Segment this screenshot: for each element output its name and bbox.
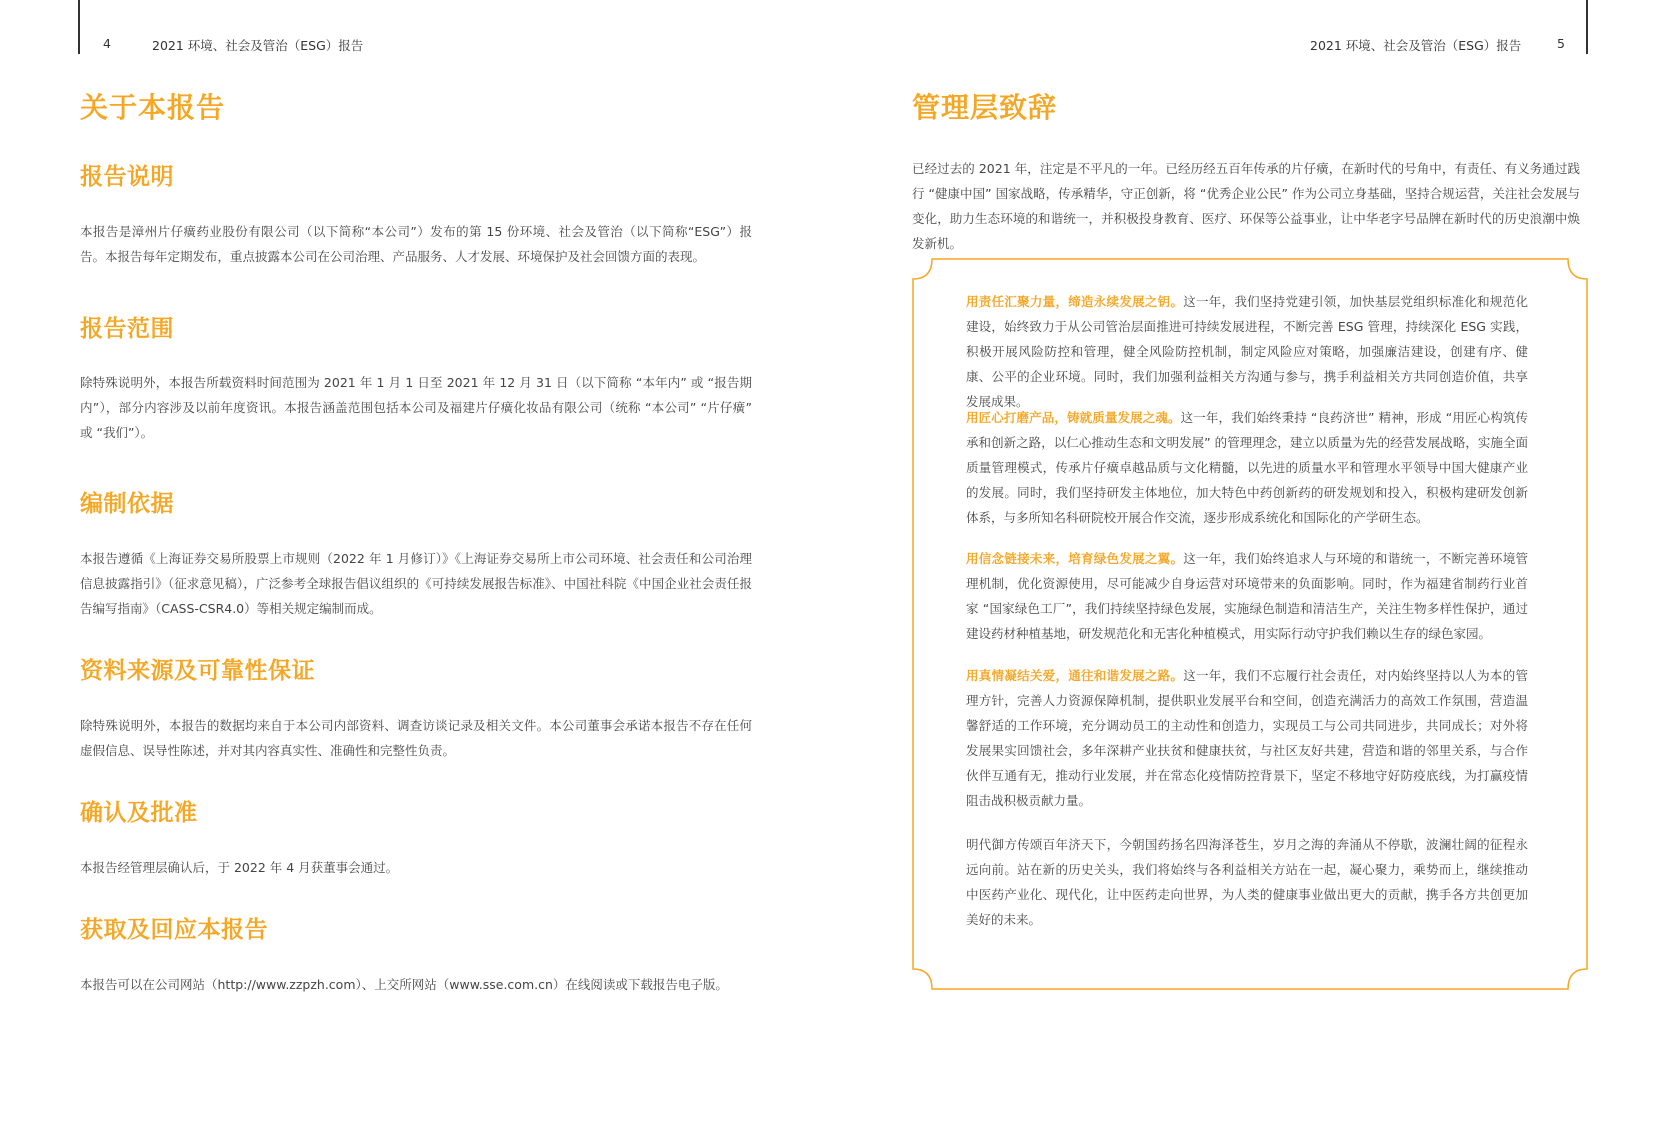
right-page-number: 5 [1557,36,1565,51]
message-text: 这一年，我们坚持党建引领，加快基层党组织标准化和规范化建设，始终致力于从公司管治层面推进可持续发展进程，不断完善 ESG 管理，持续深化 ESG 实践，积极开展风险防控和管理，健全风险防控机制，制定风险应对策略，加强廉洁建设，创建有序、健康、公平的企业环境。同时，我们加强利益相关方沟通与参与，携手利益相关方共同创造价值，共享发展成果。 [966,294,1528,409]
section-heading: 报告说明 [80,164,174,190]
section-body: 本报告经管理层确认后，于 2022 年 4 月获董事会通过。 [80,860,399,875]
right-margin-rule [1586,0,1588,54]
section-heading: 确认及批准 [80,800,198,826]
message-lead: 用真情凝结关爱，通往和谐发展之路。 [966,668,1184,683]
message-lead: 用匠心打磨产品，铸就质量发展之魂。 [966,410,1181,425]
message-paragraph [966,663,1528,813]
left-page-number: 4 [103,36,111,51]
left-page-title: 关于本报告 [80,91,226,124]
message-paragraph [966,289,1528,414]
left-margin-rule [78,0,80,54]
message-text: 明代御方传颂百年济天下，今朝国药扬名四海泽苍生，岁月之海的奔涌从不停歇，波澜壮阔的征程永远向前。站在新的历史关头，我们将始终与各利益相关方站在一起，凝心聚力，乘势而上，继续推动中医药产业化、现代化，让中医药走向世界，为人类的健康事业做出更大的贡献，携手各方共创更加美好的未来。 [966,837,1528,927]
section-body: 本报告是漳州片仔癀药业股份有限公司（以下简称“本公司”）发布的第 15 份环境、社会及管治（以下简称“ESG”）报告。本报告每年定期发布，重点披露本公司在公司治理、产品服务、人才发展、环境保护及社会回馈方面的表现。 [80,224,752,264]
left-running-title: 2021 环境、社会及管治（ESG）报告 [152,38,364,53]
message-paragraph [966,405,1528,530]
message-text: 这一年，我们不忘履行社会责任，对内始终坚持以人为本的管理方针，完善人力资源保障机制，提供职业发展平台和空间，创造充满活力的高效工作氛围，营造温馨舒适的工作环境，充分调动员工的主动性和创造力，实现员工与公司共同进步，共同成长；对外将发展果实回馈社会，多年深耕产业扶贫和健康扶贫，与社区友好共建，营造和谐的邻里关系，与合作伙伴互通有无，推动行业发展，并在常态化疫情防控背景下，坚定不移地守好防疫底线，为打赢疫情阻击战积极贡献力量。 [966,668,1528,808]
section-heading: 报告范围 [80,316,174,342]
section-body: 本报告可以在公司网站（http://www.zzpzh.com）、上交所网站（www.sse.com.cn）在线阅读或下载报告电子版。 [80,977,728,992]
right-page-title: 管理层致辞 [912,91,1058,124]
message-paragraph [966,546,1528,646]
section-heading: 获取及回应本报告 [80,917,268,943]
section-body: 除特殊说明外，本报告的数据均来自于本公司内部资料、调查访谈记录及相关文件。本公司董事会承诺本报告不存在任何虚假信息、误导性陈述，并对其内容真实性、准确性和完整性负责。 [80,718,752,758]
right-running-title: 2021 环境、社会及管治（ESG）报告 [1310,38,1522,53]
section-heading: 资料来源及可靠性保证 [80,658,315,684]
section-body: 除特殊说明外，本报告所载资料时间范围为 2021 年 1 月 1 日至 2021 年 12 月 31 日（以下简称 “本年内” 或 “报告期内”），部分内容涉及以前年度资讯。本报告涵盖范围包括本公司及福建片仔癀化妆品有限公司（统称 “本公司” “片仔癀” 或 “我们”）。 [80,375,752,440]
message-lead: 用信念链接未来，培育绿色发展之翼。 [966,551,1184,566]
section-body: 本报告遵循《上海证券交易所股票上市规则（2022 年 1 月修订）》《上海证券交易所上市公司环境、社会责任和公司治理信息披露指引》（征求意见稿），广泛参考全球报告倡议组织的《可持续发展报告标准》、中国社科院《中国企业社会责任报告编写指南》（CASS-CSR4.0）等相关规定编制而成。 [80,551,752,616]
intro-paragraph: 已经过去的 2021 年，注定是不平凡的一年。已经历经五百年传承的片仔癀，在新时代的号角中，有责任、有义务通过践行 “健康中国” 国家战略，传承精华，守正创新，将 “优秀企业公民” 作为公司立身基础，坚持合规运营，关注社会发展与变化，助力生态环境的和谐统一，并积极投身教育、医疗、环保等公益事业，让中华老字号品牌在新时代的历史浪潮中焕发新机。 [912,161,1580,251]
message-text: 这一年，我们始终秉持 “良药济世” 精神，形成 “用匠心构筑传承和创新之路，以仁心推动生态和文明发展” 的管理理念，建立以质量为先的经营发展战略，实施全面质量管理模式，传承片仔癀卓越品质与文化精髓，以先进的质量水平和管理水平领导中国大健康产业的发展。同时，我们坚持研发主体地位，加大特色中药创新药的研发规划和投入，积极构建研发创新体系，与多所知名科研院校开展合作交流，逐步形成系统化和国际化的产学研生态。 [966,410,1528,525]
section-heading: 编制依据 [80,491,174,517]
message-paragraph [966,832,1528,932]
message-lead: 用责任汇聚力量，缔造永续发展之钥。 [966,294,1184,309]
message-text: 这一年，我们始终追求人与环境的和谐统一，不断完善环境管理机制，优化资源使用，尽可能减少自身运营对环境带来的负面影响。同时，作为福建省制药行业首家 “国家绿色工厂”，我们持续坚持绿色发展，实施绿色制造和清洁生产，关注生物多样性保护，通过建设药材种植基地，研发规范化和无害化种植模式，用实际行动守护我们赖以生存的绿色家园。 [966,551,1528,641]
